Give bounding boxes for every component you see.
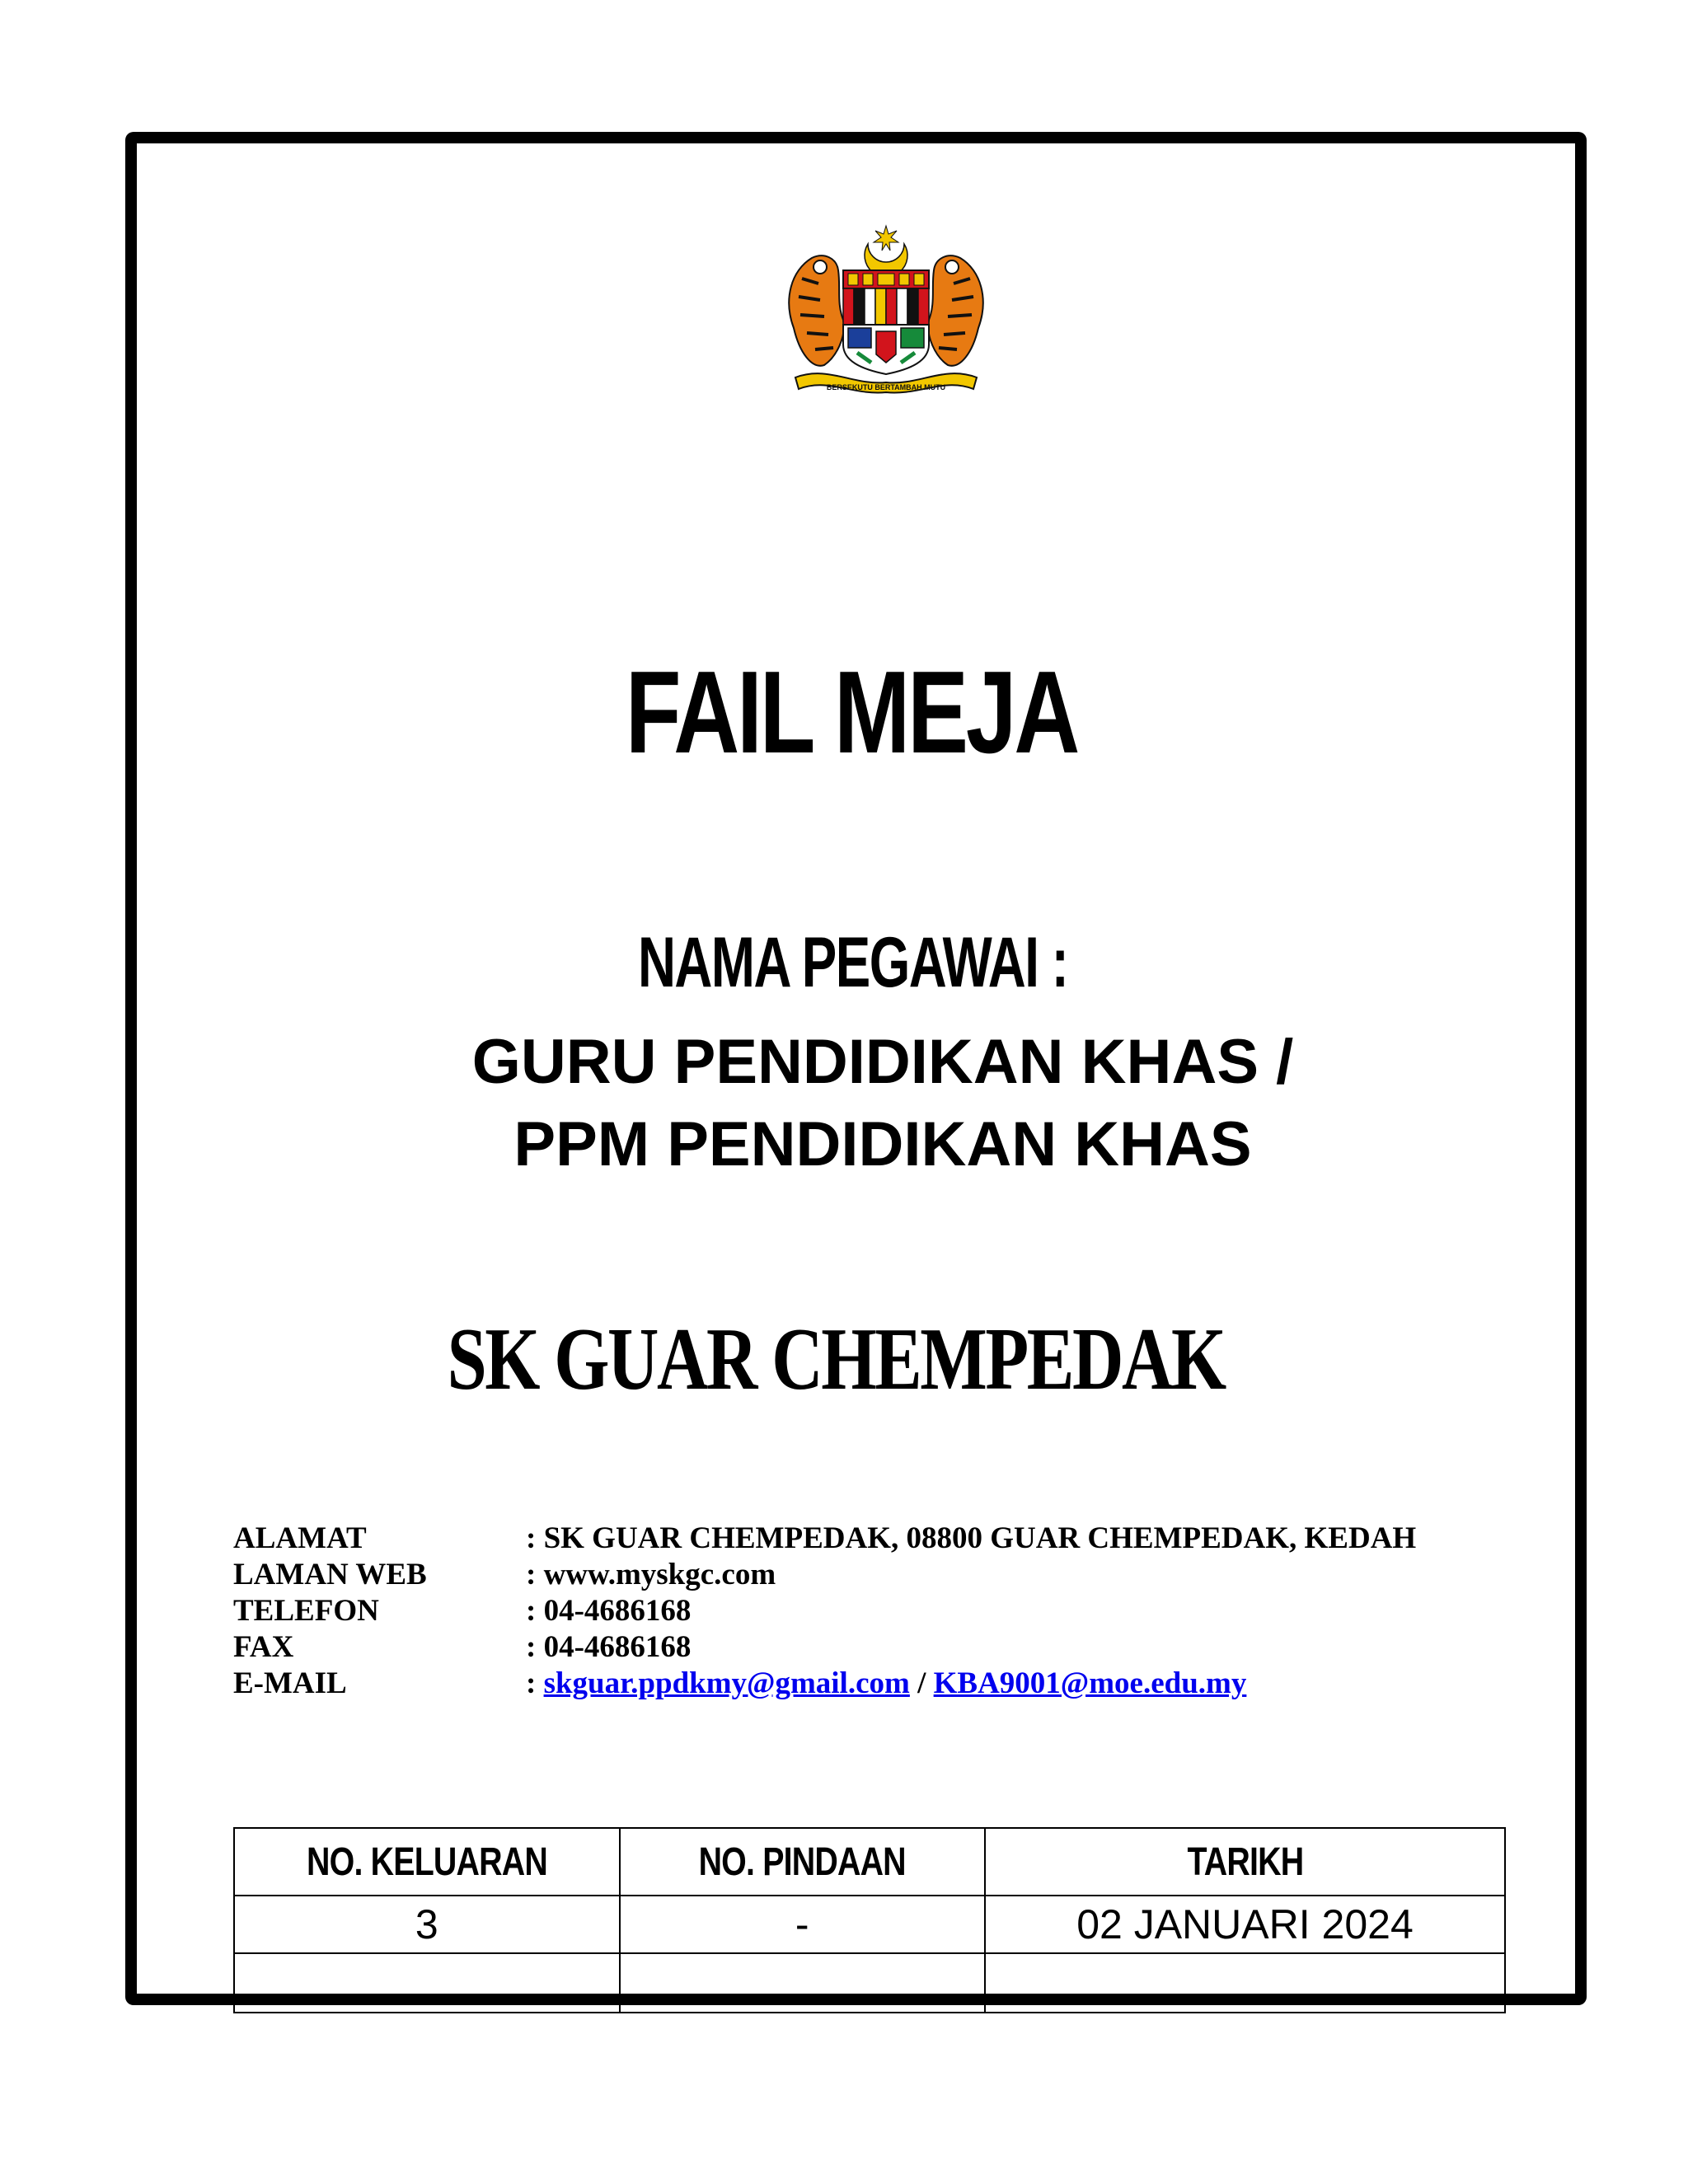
officer-name-line-2: PPM PENDIDIKAN KHAS <box>513 1109 1252 1179</box>
contact-label: ALAMAT <box>233 1521 367 1555</box>
school-name: SK GUAR CHEMPEDAK <box>447 1310 1225 1408</box>
contact-value: : 04-4686168 <box>526 1630 692 1664</box>
contact-value: : SK GUAR CHEMPEDAK, 08800 GUAR CHEMPEDAK, KEDAH <box>526 1521 1417 1555</box>
contact-value: : 04-4686168 <box>526 1594 692 1628</box>
contact-label: E-MAIL <box>233 1666 347 1700</box>
cell-tarikh <box>985 1953 1505 2013</box>
contact-value: : www.myskgc.com <box>526 1558 776 1591</box>
cell-no-keluaran <box>234 1953 620 2013</box>
contact-label: FAX <box>233 1630 294 1664</box>
header-no-keluaran: NO. KELUARAN <box>234 1828 620 1896</box>
cell-tarikh: 02 JANUARI 2024 <box>985 1896 1505 1953</box>
malaysia-coat-of-arms-icon <box>779 221 993 398</box>
table-row <box>234 1896 1505 1953</box>
crest-motto-text: BERSEKUTU BERTAMBAH MUTU <box>826 383 946 391</box>
header-tarikh: TARIKH <box>985 1828 1505 1896</box>
cell-no-keluaran: 3 <box>234 1896 620 1953</box>
contact-row-website <box>233 1557 1416 1593</box>
revision-table <box>233 1827 1506 2013</box>
email-separator: / <box>909 1666 934 1700</box>
email-link-moe[interactable]: KBA9001@moe.edu.my <box>933 1666 1247 1700</box>
cell-no-pindaan <box>620 1953 985 2013</box>
officer-name-line-1: GURU PENDIDIKAN KHAS / <box>471 1027 1294 1097</box>
contact-row-address <box>233 1521 1416 1557</box>
contact-row-email <box>233 1666 1416 1702</box>
contact-row-fax <box>233 1629 1416 1666</box>
email-link-gmail[interactable]: skguar.ppdkmy@gmail.com <box>543 1666 910 1700</box>
header-no-pindaan: NO. PINDAAN <box>620 1828 985 1896</box>
contact-label: TELEFON <box>233 1594 379 1628</box>
officer-name-label: NAMA PEGAWAI : <box>637 923 1068 1002</box>
table-header-row <box>234 1828 1505 1896</box>
email-prefix: : <box>526 1666 544 1700</box>
table-row <box>234 1953 1505 2013</box>
document-title: FAIL MEJA <box>625 647 1078 778</box>
contact-label: LAMAN WEB <box>233 1558 427 1591</box>
contact-info-block <box>233 1521 1416 1702</box>
contact-email-values <box>526 1666 1246 1702</box>
cell-no-pindaan: - <box>620 1896 985 1953</box>
contact-row-phone <box>233 1593 1416 1629</box>
